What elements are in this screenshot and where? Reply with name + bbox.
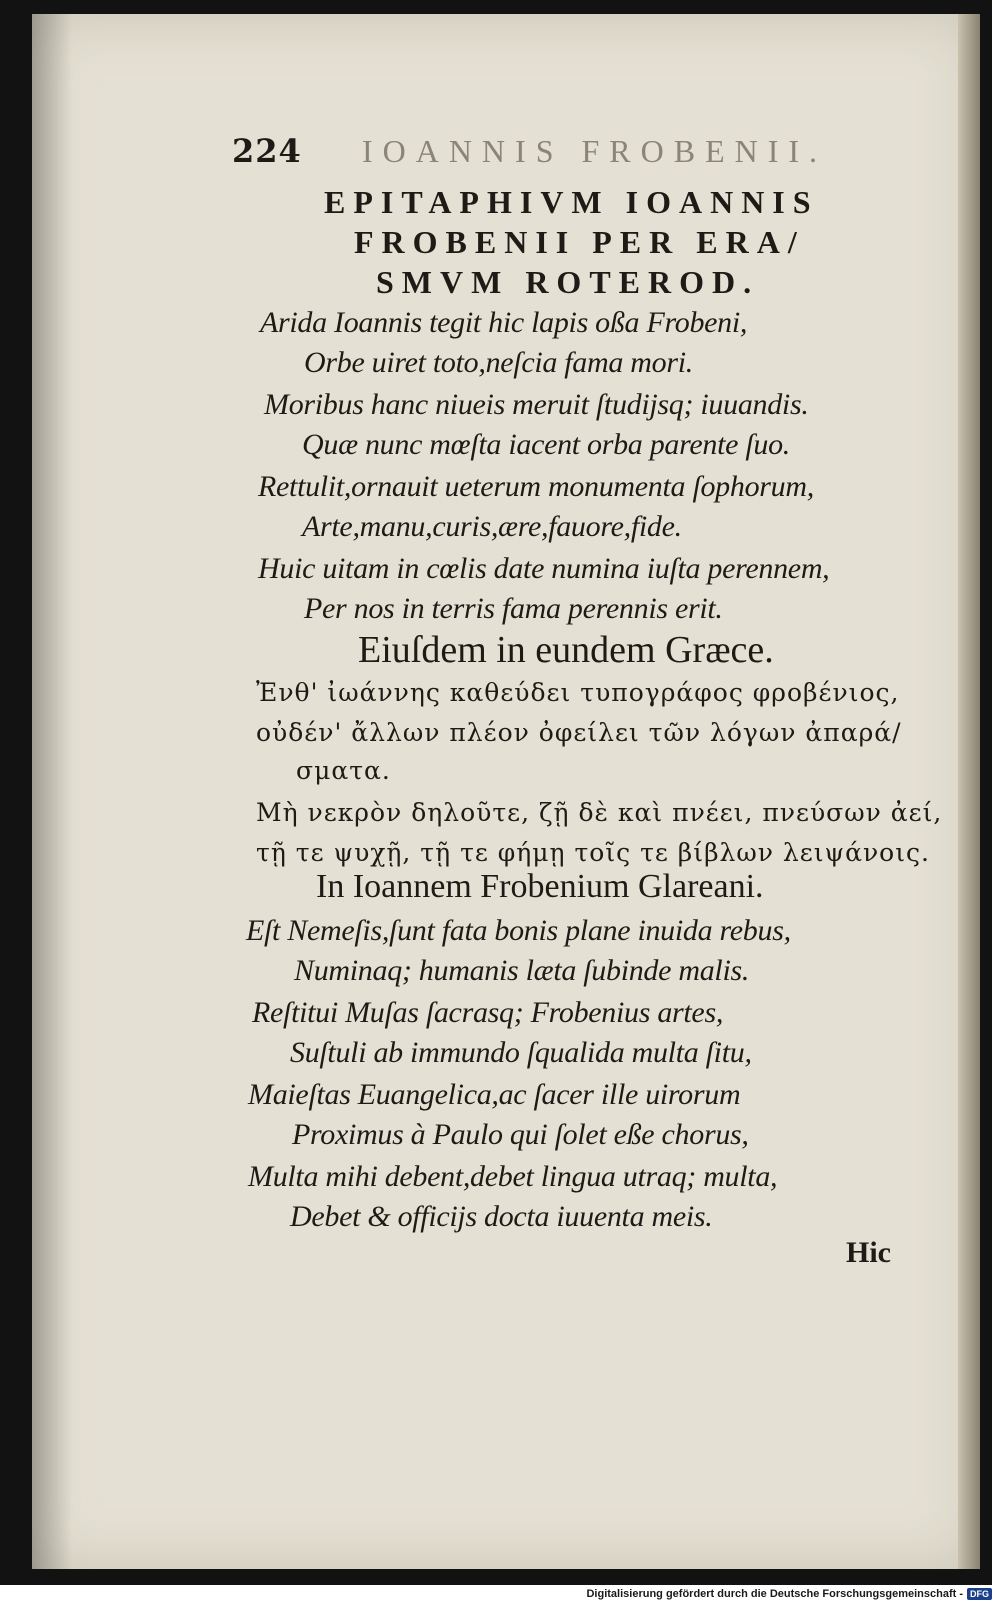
- poem2-line-6: Proximus à Paulo qui ſolet eße chorus,: [292, 1118, 749, 1151]
- dfg-logo: DFG: [967, 1588, 992, 1600]
- greek-line-3: σματα.: [296, 756, 391, 785]
- credit-text: Digitalisierung gefördert durch die Deutsche Forschungsgemeinschaft -: [586, 1588, 963, 1600]
- greek-line-5: τῇ τε ψυχῇ, τῇ τε φήμῃ τοῖς τε βίβλων λειψάνοις.: [256, 838, 930, 867]
- poem2-line-1: Eſt Nemeſis,ſunt fata bonis plane inuida rebus,: [246, 914, 791, 947]
- poem1-line-7: Huic uitam in cœlis date numina iuſta perennem,: [258, 552, 830, 585]
- poem2-line-8: Debet & officijs docta iuuenta meis.: [290, 1200, 713, 1233]
- poem2-line-4: Suſtuli ab immundo ſqualida multa ſitu,: [290, 1036, 752, 1069]
- poem1-line-8: Per nos in terris fama perennis erit.: [304, 592, 723, 625]
- poem1-line-6: Arte,manu,curis,ære,fauore,fide.: [302, 510, 682, 543]
- poem1-line-1: Arida Ioannis tegit hic lapis oßa Frobeni,: [260, 306, 748, 339]
- digitization-credit: [586, 1588, 992, 1600]
- greek-line-4: Μὴ νεκρὸν δηλοῦτε, ζῇ δὲ καὶ πνέει, πνεύσων ἀεί,: [256, 798, 943, 827]
- running-head: IOANNIS FROBENII.: [361, 133, 828, 169]
- poem2-line-5: Maieſtas Euangelica,ac ſacer ille uirorum: [248, 1078, 741, 1111]
- glareanus-heading: In Ioannem Frobenium Glareani.: [316, 868, 764, 905]
- greek-section-heading: Eiuſdem in eundem Græce.: [358, 629, 774, 671]
- poem1-line-2: Orbe uiret toto,neſcia fama mori.: [304, 346, 693, 379]
- poem1-line-3: Moribus hanc niueis meruit ſtudijsq; iuuandis.: [264, 388, 809, 421]
- poem1-line-5: Rettulit,ornauit ueterum monumenta ſophorum,: [258, 470, 814, 503]
- poem1-line-4: Quæ nunc mœſta iacent orba parente ſuo.: [302, 428, 790, 461]
- poem2-line-7: Multa mihi debent,debet lingua utraq; multa,: [248, 1160, 778, 1193]
- poem2-line-3: Reſtitui Muſas ſacrasq; Frobenius artes,: [252, 996, 724, 1029]
- greek-line-1: Ἐνθ' ἰωάννης καθεύδει τυπογράφος φροβένιος,: [256, 678, 900, 707]
- page-number: 224: [232, 132, 302, 170]
- book-page: [32, 14, 980, 1569]
- catchword: Hic: [846, 1236, 891, 1269]
- poem2-line-2: Numinaq; humanis læta ſubinde malis.: [294, 954, 750, 987]
- epitaph-title-line-1: EPITAPHIVM IOANNIS: [324, 184, 819, 220]
- running-header: [232, 132, 827, 170]
- page-edge: [958, 14, 980, 1569]
- epitaph-title-line-3: SMVM ROTEROD.: [376, 264, 760, 300]
- greek-line-2: οὐδέν' ἄλλων πλέον ὀφείλει τῶν λόγων ἀπαρά/: [256, 718, 902, 747]
- epitaph-title-line-2: FROBENII PER ERA/: [354, 224, 805, 260]
